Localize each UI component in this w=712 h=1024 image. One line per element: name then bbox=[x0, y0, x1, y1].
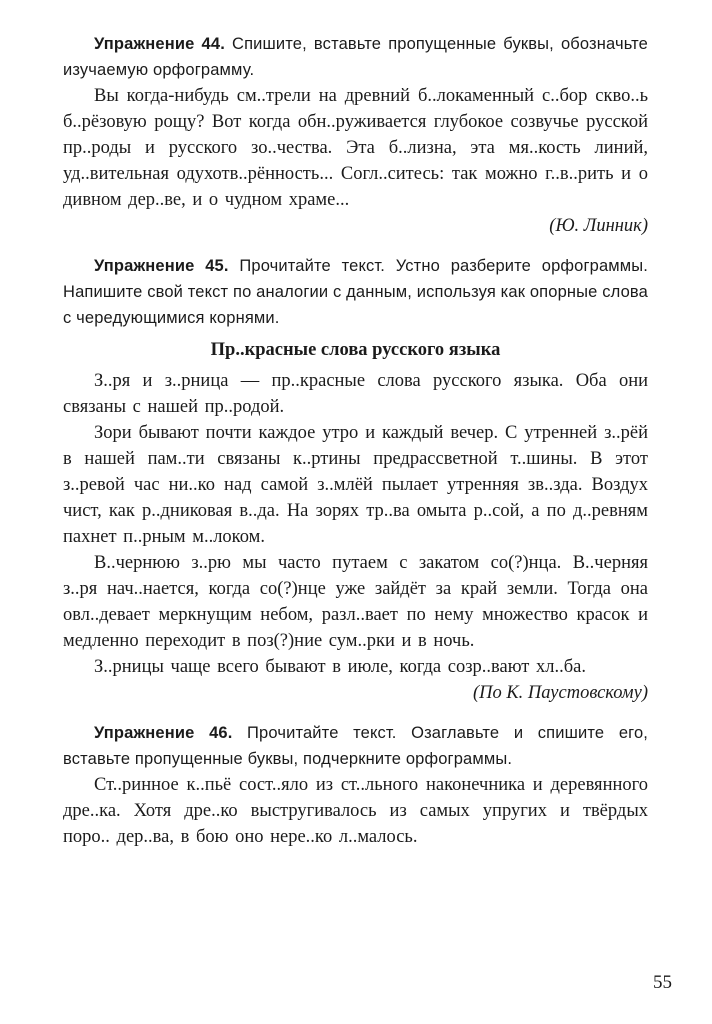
exercise-45-label: Упражнение 45. bbox=[94, 257, 229, 275]
exercise-45-text-title: Пр..красные слова русского языка bbox=[210, 340, 501, 360]
exercise-45-header bbox=[63, 253, 648, 331]
exercise-46-label: Упражнение 46. bbox=[94, 724, 233, 742]
exercise-45-paragraph-1: З..ря и з..рница — пр..красные слова русского языка. Оба они связаны с нашей пр..родой. bbox=[63, 371, 648, 417]
exercise-44-label: Упражнение 44. bbox=[94, 35, 225, 53]
exercise-45-paragraph-4: З..рницы чаще всего бывают в июле, когда созр..вают хл..ба. bbox=[94, 657, 586, 677]
exercise-45-instruction: Прочитайте текст. Устно разберите орфограммы. Напишите свой текст по аналогии с данным, используя как опорные слова с чередующимися корнями. bbox=[63, 257, 649, 327]
exercise-44-header bbox=[63, 31, 648, 83]
exercise-46-section bbox=[63, 720, 648, 850]
exercise-44-section bbox=[63, 31, 648, 239]
exercise-45-paragraph-2: Зори бывают почти каждое утро и каждый вечер. С утренней з..рёй в нашей пам..ти связаны к..ртины предрассветной т..шины. В этот з..ревой час ни..ко над самой з..млёй пылает утренняя зв..зда. Воздух чист, как р..дниковая в..да. На зорях тр..ва омыта р..сой, а по д..ревням пахнет п..рным м..локом. bbox=[63, 423, 648, 547]
page-number: 55 bbox=[653, 972, 672, 993]
exercise-44-instruction: Спишите, вставьте пропущенные буквы, обозначьте изучаемую орфограмму. bbox=[63, 35, 649, 79]
exercise-46-instruction: Прочитайте текст. Озаглавьте и спишите его, вставьте пропущенные буквы, подчеркните орфограммы. bbox=[63, 724, 649, 768]
exercise-44-paragraph: Вы когда-нибудь см..трели на древний б..локаменный с..бор скво..ь б..рёзовую рощу? Вот когда обн..руживается глубокое созвучье русской пр..роды и русского зо..чества. Эта б..лизна, эта мя..кость линий, уд..вительная одухотв..рённость... Согл..ситесь: так можно г..в..рить и о дивном дер..ве, и о чудном храме... bbox=[63, 86, 648, 210]
exercise-44-attribution: (Ю. Линник) bbox=[549, 216, 648, 236]
exercise-45-paragraph-3: В..чернюю з..рю мы часто путаем с закатом со(?)нца. В..черняя з..ря нач..нается, когда со(?)нце уже зайдёт за край земли. Тогда она овл..девает меркнущим небом, разл..вает по нему множество красок и медленно переходит в поз(?)ние сум..рки и в ночь. bbox=[63, 553, 648, 651]
exercise-45-section bbox=[63, 253, 648, 706]
exercise-46-header bbox=[63, 720, 648, 772]
exercise-45-attribution: (По К. Паустовскому) bbox=[472, 683, 648, 703]
exercise-46-paragraph: Ст..ринное к..пьё сост..яло из ст..льного наконечника и деревянного дре..ка. Хотя дре..ко выстругивалось из самых упругих и твёрдых поро.. дер..ва, в бою оно нере..ко л..малось. bbox=[63, 775, 648, 847]
